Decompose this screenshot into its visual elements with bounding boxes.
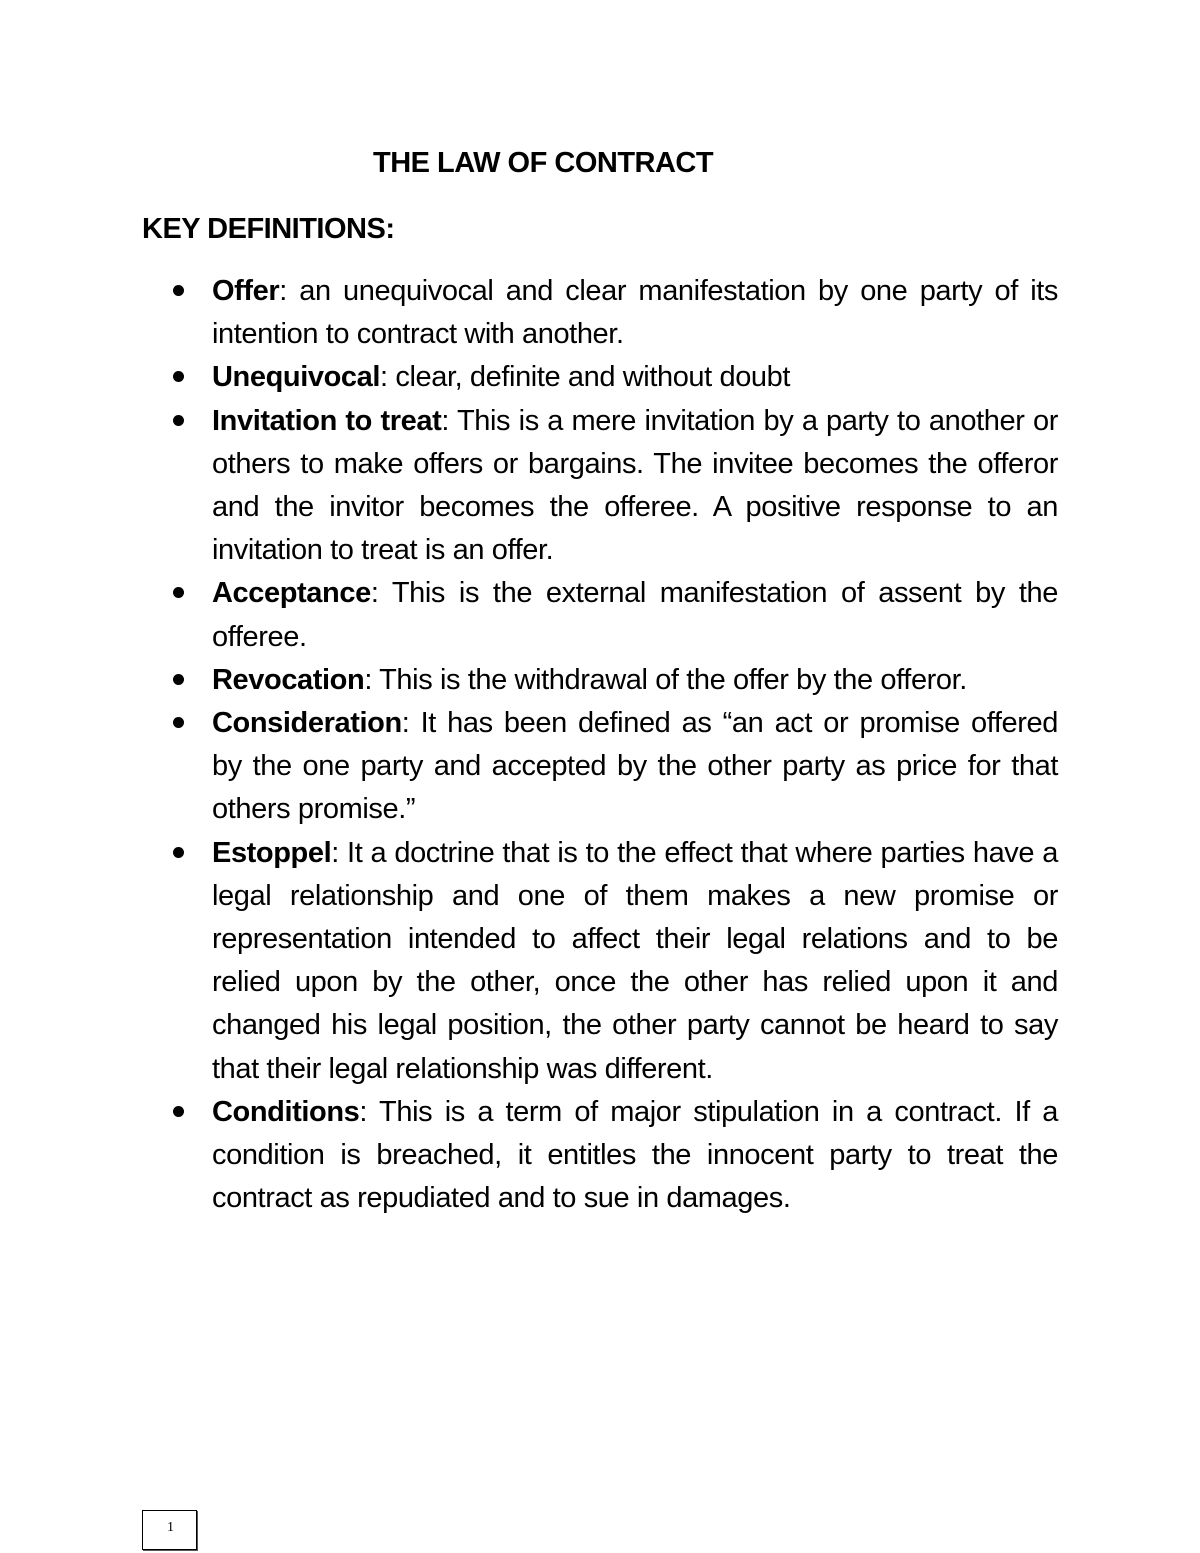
definition-text: : an unequivocal and clear manifestation by one party of its intention to contract with another. bbox=[212, 275, 1058, 351]
bullet-icon bbox=[173, 847, 184, 858]
definition-item-conditions bbox=[170, 1091, 1058, 1221]
document-title: THE LAW OF CONTRACT bbox=[373, 147, 714, 179]
definition-text: : It has been defined as “an act or promise offered by the one party and accepted by the other party as price for that others promise.” bbox=[212, 707, 1058, 826]
definition-text: : This is a term of major stipulation in a contract. If a condition is breached, it entitles the innocent party to treat the contract as repudiated and to sue in damages. bbox=[212, 1095, 1058, 1215]
bullet-icon bbox=[173, 717, 184, 728]
bullet-icon bbox=[173, 587, 184, 598]
definition-term: Offer bbox=[212, 275, 280, 307]
definition-item-acceptance bbox=[170, 572, 1058, 658]
definition-text: : This is the withdrawal of the offer by the offeror. bbox=[364, 663, 967, 696]
definitions-list bbox=[170, 270, 1058, 1220]
page-number-box bbox=[142, 1510, 197, 1550]
definition-text: : It a doctrine that is to the effect that where parties have a legal relationship and one of them makes a new promise or representation intended to affect their legal relations and to be relied upon by the other, once the other has relied upon it and changed his legal position, the other party cannot be heard to say that their legal relationship was different. bbox=[212, 836, 1058, 1085]
definition-item-consideration bbox=[170, 702, 1058, 832]
bullet-icon bbox=[173, 1106, 184, 1117]
definition-term: Unequivocal bbox=[212, 361, 381, 394]
definition-text: : This is a mere invitation by a party to another or others to make offers or bargains. The invitee becomes the offeror and the invitor becomes the offeree. A positive response to an invitation to treat is an offer. bbox=[212, 404, 1058, 567]
bullet-icon bbox=[173, 674, 184, 685]
bullet-icon bbox=[173, 285, 184, 296]
bullet-icon bbox=[173, 415, 184, 426]
bullet-icon bbox=[173, 371, 184, 382]
section-heading: KEY DEFINITIONS: bbox=[142, 213, 395, 245]
definition-term: Conditions bbox=[212, 1095, 360, 1128]
definition-item-revocation bbox=[170, 659, 1058, 702]
definition-item-unequivocal bbox=[170, 356, 1058, 399]
definition-item-estoppel bbox=[170, 832, 1058, 1091]
definition-item-invitation-to-treat bbox=[170, 400, 1058, 573]
definition-item-offer bbox=[170, 270, 1058, 356]
definition-term: Revocation bbox=[212, 663, 365, 696]
definition-text: : This is the external manifestation of assent by the offeree. bbox=[212, 577, 1058, 653]
definition-term: Invitation to treat bbox=[212, 404, 442, 437]
definition-term: Consideration bbox=[212, 707, 402, 740]
definition-term: Acceptance bbox=[212, 577, 371, 610]
definition-term: Estoppel bbox=[212, 836, 332, 869]
page-number: 1 bbox=[167, 1520, 174, 1535]
definition-text: : clear, definite and without doubt bbox=[380, 361, 791, 394]
